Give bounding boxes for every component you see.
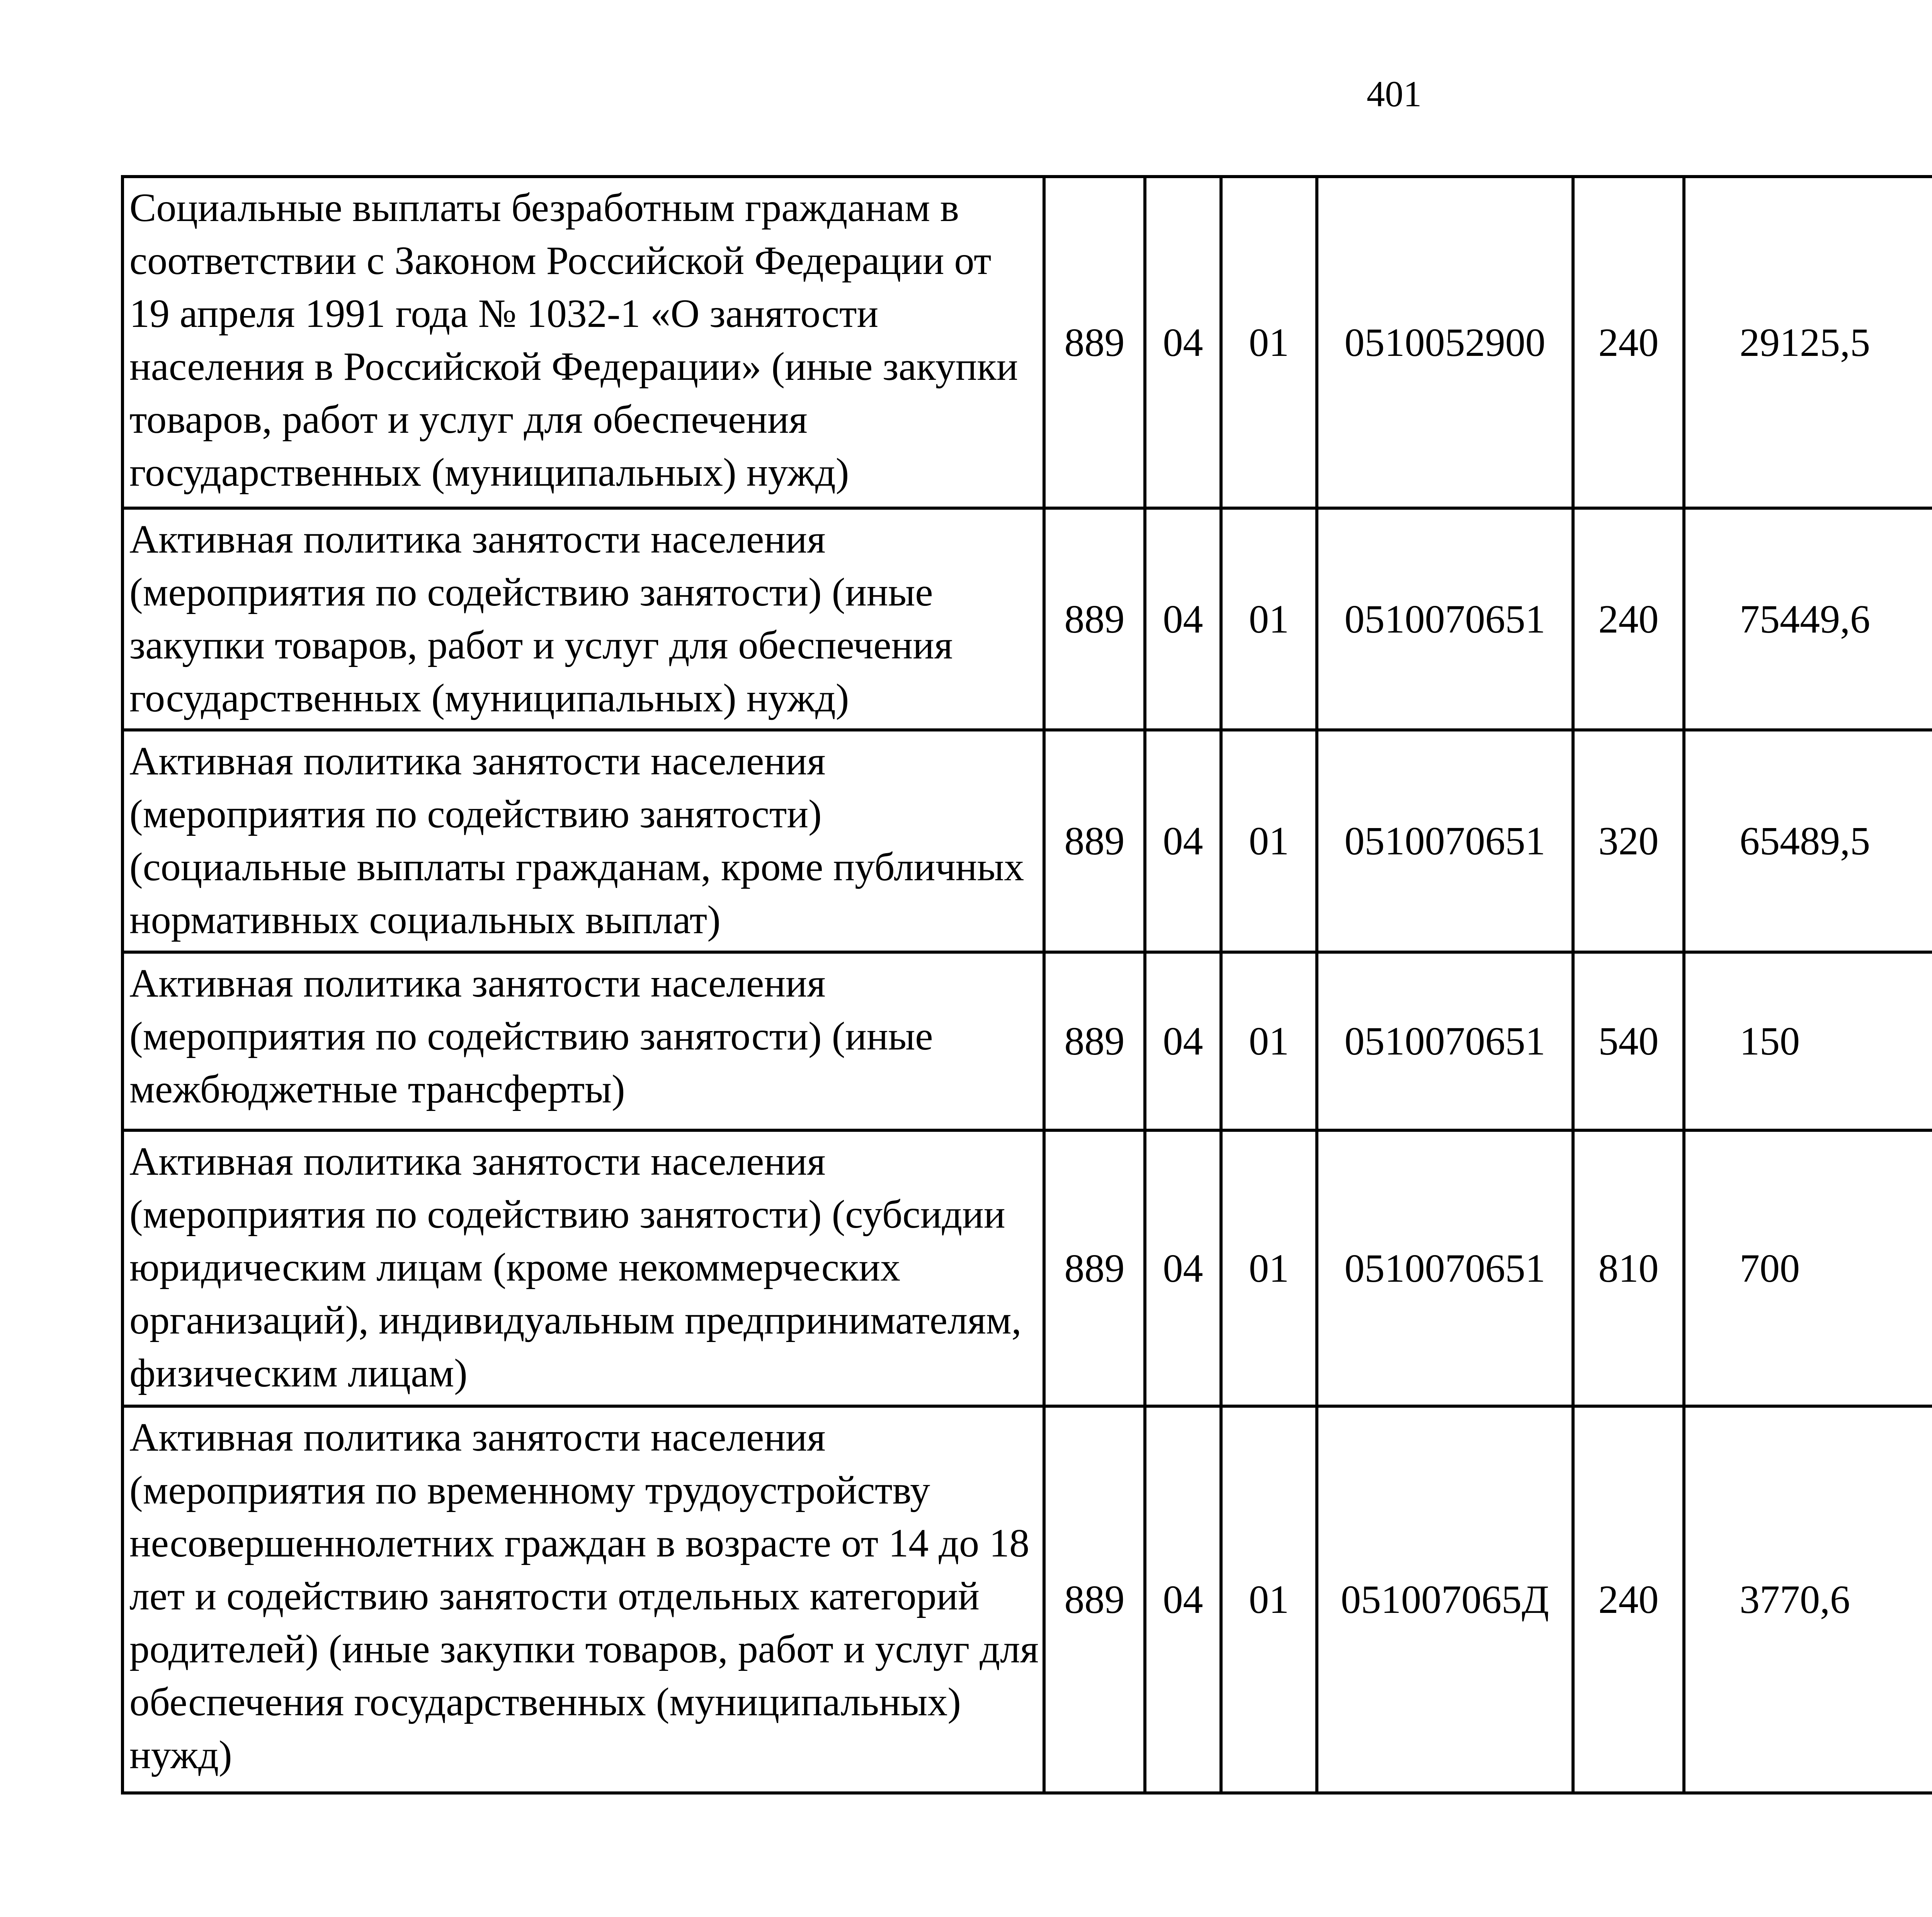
section-code: 04 [1145,952,1221,1130]
ministry-code: 889 [1044,730,1145,952]
budget-table [121,175,1932,1795]
target-article-code: 0510070651 [1317,952,1573,1130]
target-article-code: 0510070651 [1317,1130,1573,1406]
expense-type-code: 240 [1573,177,1684,508]
amount-year-1: 700 [1684,1130,1932,1406]
expense-type-code: 240 [1573,1406,1684,1793]
section-code: 04 [1145,177,1221,508]
subsection-code: 01 [1221,952,1317,1130]
subsection-code: 01 [1221,508,1317,730]
amount-year-1: 3770,6 [1684,1406,1932,1793]
row-description: Активная политика занятости населения (мероприятия по временному трудоустройству несовершеннолетних граждан в возрасте от 14 до 18 лет и содействию занятости отдельных категорий родителей) (иные закупки товаров, работ и услуг для обеспечения государственных (муниципальных) нужд) [122,1406,1044,1793]
section-code: 04 [1145,730,1221,952]
ministry-code: 889 [1044,508,1145,730]
ministry-code: 889 [1044,1130,1145,1406]
row-description: Активная политика занятости населения (мероприятия по содействию занятости) (социальные выплаты гражданам, кроме публичных нормативных социальных выплат) [122,730,1044,952]
target-article-code: 0510052900 [1317,177,1573,508]
page-number: 401 [1366,73,1422,114]
section-code: 04 [1145,508,1221,730]
section-code: 04 [1145,1406,1221,1793]
target-article-code: 051007065Д [1317,1406,1573,1793]
subsection-code: 01 [1221,730,1317,952]
amount-year-1: 65489,5 [1684,730,1932,952]
table-row [122,177,1932,508]
expense-type-code: 810 [1573,1130,1684,1406]
target-article-code: 0510070651 [1317,508,1573,730]
table-row [122,508,1932,730]
amount-year-1: 75449,6 [1684,508,1932,730]
subsection-code: 01 [1221,177,1317,508]
subsection-code: 01 [1221,1130,1317,1406]
ministry-code: 889 [1044,1406,1145,1793]
row-description: Активная политика занятости населения (мероприятия по содействию занятости) (субсидии юридическим лицам (кроме некоммерческих организаций), индивидуальным предпринимателям, физическим лицам) [122,1130,1044,1406]
target-article-code: 0510070651 [1317,730,1573,952]
amount-year-1: 150 [1684,952,1932,1130]
table-row [122,952,1932,1130]
ministry-code: 889 [1044,177,1145,508]
amount-year-1: 29125,5 [1684,177,1932,508]
row-description: Социальные выплаты безработным гражданам в соответствии с Законом Российской Федерации от 19 апреля 1991 года № 1032-1 «О занятости населения в Российской Федерации» (иные закупки товаров, работ и услуг для обеспечения государственных (муниципальных) нужд) [122,177,1044,508]
row-description: Активная политика занятости населения (мероприятия по содействию занятости) (иные закупки товаров, работ и услуг для обеспечения государственных (муниципальных) нужд) [122,508,1044,730]
expense-type-code: 240 [1573,508,1684,730]
table-row [122,730,1932,952]
expense-type-code: 320 [1573,730,1684,952]
subsection-code: 01 [1221,1406,1317,1793]
table-row [122,1406,1932,1793]
expense-type-code: 540 [1573,952,1684,1130]
section-code: 04 [1145,1130,1221,1406]
ministry-code: 889 [1044,952,1145,1130]
table-row [122,1130,1932,1406]
row-description: Активная политика занятости населения (мероприятия по содействию занятости) (иные межбюджетные трансферты) [122,952,1044,1130]
